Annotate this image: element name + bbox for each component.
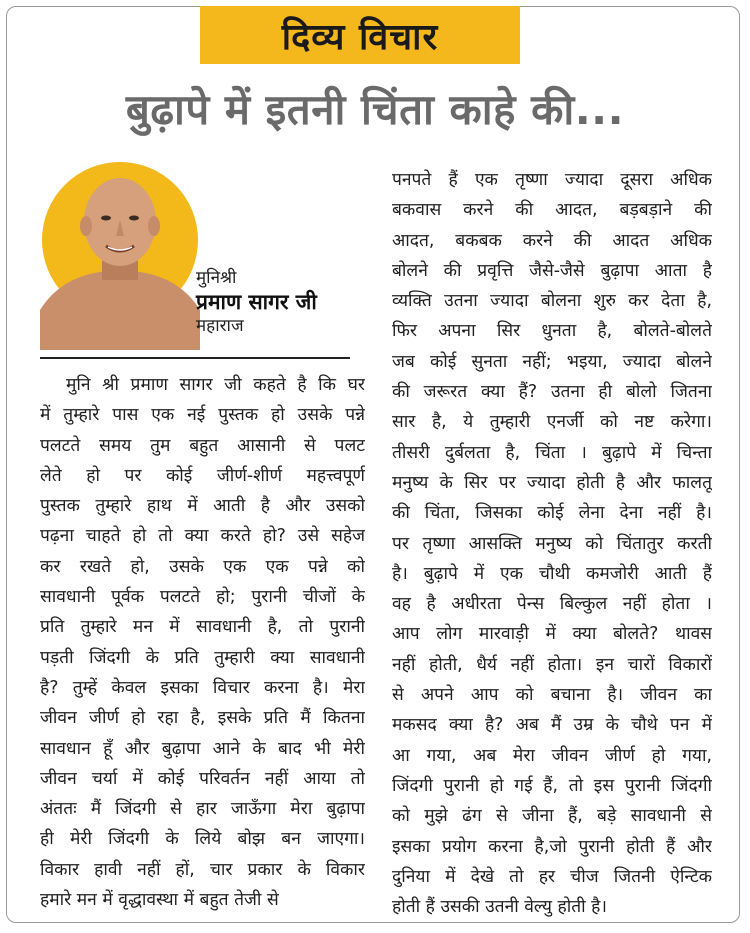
article-line: फिर अपना सिर धुनता है, बोलते-बोलते xyxy=(392,321,712,342)
article-headline: बुढ़ापे में इतनी चिंता काहे की... xyxy=(125,85,625,134)
article-line: लेते हो पर कोई जीर्ण-शीर्ण महत्त्वपूर्ण xyxy=(40,465,365,486)
article-line: की जरूरत क्या हैं? उतना ही बोलो जितना xyxy=(392,382,712,403)
article-line: मुनि श्री प्रमाण सागर जी कहते है कि घर xyxy=(66,375,365,395)
article-line: पलटते समय तुम बहुत आसानी से पलट xyxy=(40,435,365,456)
article-line: व्यक्ति उतना ज्यादा बोलना शुरु कर देता है, xyxy=(392,291,712,312)
article-line: मनुष्य के सिर पर ज्यादा होती है और फालतू xyxy=(392,472,712,493)
article-line: जीवन चर्या में कोई परिवर्तन नहीं आया तो xyxy=(40,768,365,789)
article-line: सार है, ये तुम्हारी एनर्जी को नष्ट करेगा। xyxy=(392,412,712,433)
article-line: है? तुम्हें केवल इसका विचार करना है। मेरा xyxy=(40,677,365,698)
article-line: में तुम्हारे पास एक नई पुस्तक हो उसके पन्ने xyxy=(40,405,365,426)
section-kicker: दिव्य विचार xyxy=(281,16,439,58)
article-line: मकसद क्या है? अब मैं उम्र के चौथे पन में xyxy=(392,715,712,736)
article-line: जब कोई सुनता नहीं; भइया, ज्यादा बोलने xyxy=(392,351,712,372)
article-line: पुस्तक तुम्हारे हाथ में आती है और उसको xyxy=(40,496,365,517)
article-line: जिंदगी पुरानी हो गई हैं, तो इस पुरानी जिंदगी xyxy=(392,775,712,796)
article-line: बकवास करने की आदत, बड़बड़ाने की xyxy=(392,200,712,221)
article-line: पर तृष्णा आसक्ति मनुष्य को चिंतातुर करती xyxy=(392,533,712,554)
article-line: पड़ती जिंदगी के प्रति तुम्हारी क्या सावधानी xyxy=(40,647,365,668)
article-line: इसका प्रयोग करना है,जो पुरानी होती हैं और xyxy=(392,836,712,857)
author-byline xyxy=(196,268,317,337)
byline-divider xyxy=(40,357,350,359)
article-line: आप लोग मारवाड़ी में क्या बोलते? थावस xyxy=(392,624,712,645)
article-line: ही मेरी जिंदगी के लिये बोझ बन जाएगा। xyxy=(40,829,365,850)
article-line: की चिंता, जिसका कोई लेना देना नहीं है। xyxy=(392,503,712,524)
article-line: कर रखते हो, उसके एक एक पन्ने को xyxy=(40,556,365,577)
article-line: अंततः मैं जिंदगी से हार जाऊँगा मेरा बुढ़ापा xyxy=(40,799,365,820)
author-suffix: महाराज xyxy=(196,315,244,336)
article-line: आदत, बकबक करने की आदत अधिक xyxy=(392,230,712,251)
article-line: दुनिया में देखे तो हर चीज जितनी ऐन्टिक xyxy=(392,866,712,887)
article-line: हमारे मन में वृद्धावस्था में बहुत तेजी से xyxy=(40,890,279,911)
article-column-right xyxy=(392,165,712,922)
article-line: सावधान हूँ और बुढ़ापा आने के बाद भी मेरी xyxy=(40,738,365,759)
article-line: प्रति तुम्हारे मन में सावधानी है, तो पुरानी xyxy=(40,617,365,638)
author-name: प्रमाण सागर जी xyxy=(196,290,317,315)
article-line: को मुझे ढंग से जीना हैं, बड़े सावधानी से xyxy=(392,806,712,827)
section-kicker-bar xyxy=(200,6,520,64)
article-line: जीवन जीर्ण हो रहा है, इसके प्रति मैं कितना xyxy=(40,708,365,729)
article-line: सावधानी पूर्वक पलटते हो; पुरानी चीजों के xyxy=(40,587,365,608)
author-title: मुनिश्री xyxy=(196,268,237,288)
article-column-left xyxy=(40,370,365,915)
article-line: वह है अधीरता पेन्स बिल्कुल नहीं होता । xyxy=(392,594,712,615)
article-line: नहीं होती, धैर्य नहीं होता। इन चारों विकारों xyxy=(392,654,712,675)
article-line: बोलने की प्रवृत्ति जैसे-जैसे बुढ़ापा आता है xyxy=(392,260,712,281)
article-line: होती हैं उसकी उतनी वेल्यु होती है। xyxy=(392,897,607,918)
author-portrait xyxy=(40,160,200,350)
article-line: आ गया, अब मेरा जीवन जीर्ण हो गया, xyxy=(392,745,712,766)
article-line: पढ़ना चाहते हो तो क्या करते हो? उसे सहेज xyxy=(40,526,365,547)
article-line: पनपते हैं एक तृष्णा ज्यादा दूसरा अधिक xyxy=(392,170,712,190)
article-line: विकार हावी नहीं हों, चार प्रकार के विकार xyxy=(40,859,365,880)
article-line: है। बुढ़ापे में एक चौथी कमजोरी आती हैं xyxy=(392,563,712,584)
article-line: से अपने आप को बचाना है। जीवन का xyxy=(392,685,712,706)
article-line: तीसरी दुर्बलता है, चिंता । बुढ़ापे में चिन्ता xyxy=(392,442,712,463)
